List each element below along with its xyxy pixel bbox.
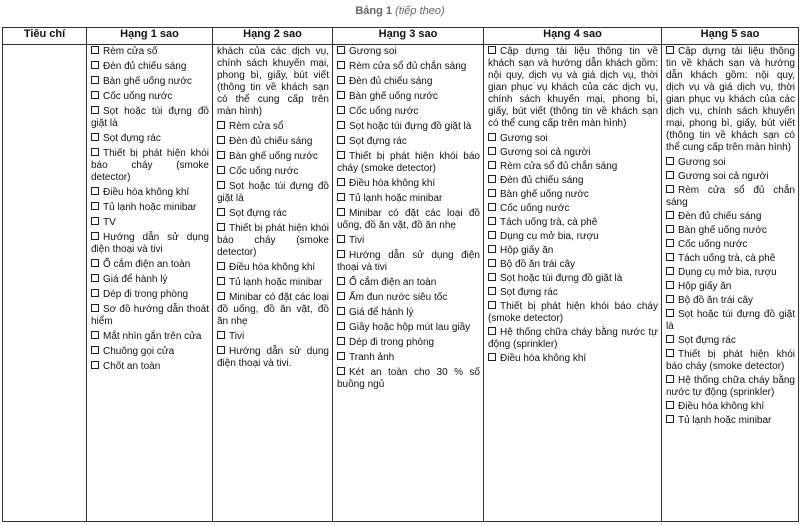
checkbox-icon: [337, 76, 345, 84]
list-item: [666, 295, 795, 307]
list-item: [337, 178, 480, 190]
list-item: [91, 304, 209, 328]
list-item-text: Dép đi trong phòng: [103, 289, 189, 300]
checkbox-icon: [666, 335, 674, 343]
list-item: [91, 148, 209, 184]
list-item-text: Bàn ghế uống nước: [500, 189, 589, 200]
list-item: [91, 289, 209, 301]
list-item: [217, 151, 329, 163]
checkbox-icon: [91, 331, 99, 339]
list-item: [91, 274, 209, 286]
list-item-text: Giầy hoặc hộp mút lau giầy: [349, 322, 471, 333]
list-item-text: Bàn ghế uống nước: [229, 151, 318, 162]
list-item: [666, 401, 795, 413]
list-item: [488, 189, 658, 201]
list-item-text: Hướng dẫn sử dụng điện thoại và tivi: [91, 232, 209, 255]
list-item-text: Cốc uống nước: [103, 91, 173, 102]
list-item-text: Hệ thống chữa cháy bằng nước tự động (sprinkler): [488, 327, 658, 350]
list-item-text: Giá để hành lý: [103, 274, 168, 285]
list-item-text: Sọt đựng rác: [500, 287, 558, 298]
list-item: [217, 277, 329, 289]
list-item: [91, 61, 209, 73]
criteria-cell: [3, 45, 87, 522]
list-item-text: Gương soi: [349, 46, 397, 57]
checkbox-icon: [488, 203, 496, 211]
list-item: [488, 161, 658, 173]
checkbox-icon: [217, 292, 225, 300]
list-item: [91, 76, 209, 88]
list-item-text: Chuông gọi cửa: [103, 346, 175, 357]
list-item-text: Tủ lạnh hoặc minibar: [103, 202, 197, 213]
list-item: [488, 133, 658, 145]
checkbox-icon: [91, 346, 99, 354]
list-item-text: Sọt hoặc túi đựng đồ giặt là: [217, 181, 329, 204]
checkbox-icon: [217, 262, 225, 270]
list-item: [488, 259, 658, 271]
checkbox-icon: [337, 277, 345, 285]
list-item: [217, 331, 329, 343]
checkbox-icon: [91, 361, 99, 369]
list-item: [217, 181, 329, 205]
list-item: [337, 322, 480, 334]
list-item-text: Bàn ghế uống nước: [678, 225, 767, 236]
list-item-text: Thiết bị phát hiện khói báo cháy (smoke detector): [488, 301, 658, 324]
checkbox-icon: [666, 46, 674, 54]
list-2-star: [217, 46, 329, 373]
checkbox-icon: [91, 76, 99, 84]
list-item: [337, 277, 480, 289]
list-item: [488, 287, 658, 299]
list-item-text: Đèn đủ chiếu sáng: [500, 175, 584, 186]
table-caption: [0, 2, 800, 20]
checkbox-icon: [488, 147, 496, 155]
list-item: [488, 327, 658, 351]
list-item: [91, 91, 209, 103]
checkbox-icon: [337, 121, 345, 129]
checkbox-icon: [488, 217, 496, 225]
list-item: [666, 375, 795, 399]
checkbox-icon: [91, 61, 99, 69]
list-item: [337, 136, 480, 148]
list-item: [666, 46, 795, 154]
checkbox-icon: [91, 232, 99, 240]
checkbox-icon: [488, 46, 496, 54]
list-item-text: Két an toàn cho 30 % số buồng ngủ: [337, 367, 480, 390]
checkbox-icon: [217, 277, 225, 285]
checkbox-icon: [337, 106, 345, 114]
list-item-text: Bộ đồ ăn trái cây: [678, 295, 754, 306]
cell-2-star: [213, 45, 333, 522]
list-4-star: [488, 46, 658, 367]
list-item: [91, 46, 209, 58]
list-item-text: Dụng cụ mở bia, rượu: [678, 267, 777, 278]
list-item: [488, 273, 658, 285]
list-item-text: Cốc uống nước: [678, 239, 748, 250]
list-item: [666, 225, 795, 237]
list-item-text: Thiết bị phát hiện khói báo cháy (smoke detector): [91, 148, 209, 183]
checkbox-icon: [488, 245, 496, 253]
list-item: [666, 211, 795, 223]
checkbox-icon: [488, 353, 496, 361]
checkbox-icon: [91, 46, 99, 54]
list-item: [217, 346, 329, 370]
checkbox-icon: [217, 121, 225, 129]
checkbox-icon: [91, 202, 99, 210]
list-item-text: Tivi: [349, 235, 365, 246]
list-item-text: Hộp giấy ăn: [500, 245, 554, 256]
checkbox-icon: [337, 91, 345, 99]
checkbox-icon: [666, 295, 674, 303]
header-5-star: Hạng 5 sao: [662, 28, 799, 45]
list-item-text: Rèm cửa sổ: [229, 121, 284, 132]
list-item-text: Thiết bị phát hiện khói báo cháy (smoke detector): [337, 151, 480, 174]
list-item: [337, 352, 480, 364]
checkbox-icon: [91, 106, 99, 114]
list-item-text: Thiết bị phát hiện khói báo cháy (smoke detector): [666, 349, 795, 372]
list-item-text: Đèn đủ chiếu sáng: [229, 136, 313, 147]
list-item-text: Sơ đồ hướng dẫn thoát hiểm: [91, 304, 209, 327]
caption-label: Bảng 1: [355, 5, 393, 17]
list-item-text: Gương soi: [500, 133, 548, 144]
checkbox-icon: [337, 151, 345, 159]
list-item-text: Cốc uống nước: [349, 106, 419, 117]
checkbox-icon: [666, 309, 674, 317]
list-item: [666, 309, 795, 333]
list-item: [91, 232, 209, 256]
list-item: [91, 259, 209, 271]
checkbox-icon: [337, 178, 345, 186]
list-item: [666, 349, 795, 373]
list-item: [217, 208, 329, 220]
list-item-text: Ổ cắm điện an toàn: [349, 277, 437, 288]
cell-3-star: [333, 45, 484, 522]
checkbox-icon: [337, 46, 345, 54]
checkbox-icon: [91, 187, 99, 195]
continuation-text: khách của các dịch vụ, chính sách khuyến mại, phong bì, giấy, bút viết (thông tin về khách sạn có thể cung cấp trên màn hình): [217, 46, 329, 117]
checkbox-icon: [337, 61, 345, 69]
list-item-text: Thiết bị phát hiện khói báo cháy (smoke detector): [217, 223, 329, 258]
checkbox-icon: [91, 274, 99, 282]
checkbox-icon: [217, 166, 225, 174]
list-item-text: Điều hòa không khí: [678, 401, 765, 412]
cell-1-star: [87, 45, 213, 522]
list-item: [217, 223, 329, 259]
checkbox-icon: [337, 322, 345, 330]
list-item-text: Sọt đựng rác: [229, 208, 287, 219]
checkbox-icon: [337, 307, 345, 315]
list-item-text: Gương soi cả người: [500, 147, 591, 158]
list-item-text: Tủ lạnh hoặc minibar: [229, 277, 323, 288]
checkbox-icon: [488, 161, 496, 169]
checkbox-icon: [488, 301, 496, 309]
list-item: [488, 46, 658, 130]
list-item-text: Sọt hoặc túi đựng đồ giặt là: [666, 309, 795, 332]
list-item: [91, 331, 209, 343]
checkbox-icon: [666, 171, 674, 179]
list-item-text: Sọt hoặc túi đựng đồ giặt là: [500, 273, 623, 284]
header-1-star: Hạng 1 sao: [87, 28, 213, 45]
cell-4-star: [484, 45, 662, 522]
checkbox-icon: [666, 157, 674, 165]
list-item: [91, 133, 209, 145]
list-item-text: Đèn đủ chiếu sáng: [678, 211, 762, 222]
checkbox-icon: [217, 136, 225, 144]
table-row: [3, 45, 799, 522]
checkbox-icon: [91, 289, 99, 297]
checkbox-icon: [488, 175, 496, 183]
list-item: [488, 245, 658, 257]
list-item-text: Hệ thống chữa cháy bằng nước tự động (sprinkler): [666, 375, 795, 398]
list-item: [91, 217, 209, 229]
checkbox-icon: [91, 304, 99, 312]
list-item-text: Cốc uống nước: [500, 203, 570, 214]
checkbox-icon: [217, 223, 225, 231]
list-item: [217, 262, 329, 274]
checkbox-icon: [488, 327, 496, 335]
list-item: [666, 267, 795, 279]
list-item-text: Gương soi cả người: [678, 171, 769, 182]
list-item: [337, 91, 480, 103]
caption-note: (tiếp theo): [395, 5, 445, 17]
list-item: [337, 337, 480, 349]
list-item-text: Sọt đựng rác: [678, 335, 736, 346]
checkbox-icon: [217, 208, 225, 216]
list-item: [666, 157, 795, 169]
list-item: [217, 292, 329, 328]
header-criteria: Tiêu chí: [3, 28, 87, 45]
list-item: [488, 231, 658, 243]
list-item-text: Hướng dẫn sử dụng điện thoại và tivi.: [217, 346, 329, 369]
checkbox-icon: [666, 401, 674, 409]
list-item-text: Tách uống trà, cà phê: [500, 217, 598, 228]
list-item: [488, 203, 658, 215]
list-item: [666, 415, 795, 427]
checkbox-icon: [488, 189, 496, 197]
list-item-text: Chốt an toàn: [103, 361, 161, 372]
checkbox-icon: [666, 281, 674, 289]
list-item-text: Mắt nhìn gắn trên cửa: [103, 331, 202, 342]
list-item: [666, 253, 795, 265]
header-row: [3, 28, 799, 45]
list-item-text: Điều hòa không khí: [500, 353, 587, 364]
list-item: [337, 61, 480, 73]
list-item-text: Minibar có đặt các loại đồ uống, đồ ăn vặt, đồ ăn nhẹ: [337, 208, 480, 231]
list-item: [91, 202, 209, 214]
list-item-text: Cập dựng tài liệu thông tin về khách sạn và hướng dẫn khách gồm: nội quy, dịch vụ và giá dịch vụ, thời gian phục vụ khách của các dịch vụ, chính sách khuyến mại, phong bì, giấy, bút viết (thông tin về khách sạn có thể cung cấp trên màn hình): [666, 46, 795, 153]
list-item: [488, 301, 658, 325]
checkbox-icon: [337, 235, 345, 243]
checkbox-icon: [91, 217, 99, 225]
list-item-text: Dép đi trong phòng: [349, 337, 435, 348]
list-item-text: Bộ đồ ăn trái cây: [500, 259, 576, 270]
checkbox-icon: [488, 273, 496, 281]
list-1-star: [91, 46, 209, 376]
list-item-text: Tủ lạnh hoặc minibar: [678, 415, 772, 426]
list-item-text: Hướng dẫn sử dụng điện thoại và tivi: [337, 250, 480, 273]
header-3-star: Hạng 3 sao: [333, 28, 484, 45]
checkbox-icon: [337, 250, 345, 258]
list-item-text: Ấm đun nước siêu tốc: [349, 292, 448, 303]
checkbox-icon: [91, 91, 99, 99]
list-item-text: TV: [103, 217, 116, 228]
list-3-star: [337, 46, 480, 394]
list-item: [488, 217, 658, 229]
list-item: [488, 147, 658, 159]
list-item-text: Tranh ảnh: [349, 352, 395, 363]
checkbox-icon: [217, 346, 225, 354]
checkbox-icon: [217, 151, 225, 159]
checkbox-icon: [337, 352, 345, 360]
standards-table: [2, 27, 799, 522]
checkbox-icon: [337, 292, 345, 300]
list-item-text: Ổ cắm điện an toàn: [103, 259, 191, 270]
list-item: [337, 292, 480, 304]
checkbox-icon: [217, 331, 225, 339]
list-item: [666, 239, 795, 251]
header-4-star: Hạng 4 sao: [484, 28, 662, 45]
checkbox-icon: [337, 367, 345, 375]
list-item: [666, 335, 795, 347]
list-item-text: Tivi: [229, 331, 245, 342]
list-item: [337, 106, 480, 118]
checkbox-icon: [666, 185, 674, 193]
list-item: [337, 307, 480, 319]
checkbox-icon: [666, 239, 674, 247]
list-item: [91, 361, 209, 373]
list-item: [488, 175, 658, 187]
list-item-text: Sọt đựng rác: [349, 136, 407, 147]
checkbox-icon: [91, 259, 99, 267]
checkbox-icon: [91, 133, 99, 141]
list-item-text: Sọt hoặc túi đựng đồ giặt là: [349, 121, 472, 132]
list-item-text: Bàn ghế uống nước: [349, 91, 438, 102]
list-item-text: Điều hòa không khí: [103, 187, 190, 198]
checkbox-icon: [91, 148, 99, 156]
list-item: [666, 185, 795, 209]
list-item-text: Rèm cửa sổ đủ chắn sáng: [666, 185, 795, 208]
list-item: [217, 166, 329, 178]
list-item-text: Minibar có đặt các loại đồ uống, đồ ăn vặt, đồ ăn nhẹ: [217, 292, 329, 327]
list-item-text: Tách uống trà, cà phê: [678, 253, 776, 264]
checkbox-icon: [666, 415, 674, 423]
list-item-text: Sọt đựng rác: [103, 133, 161, 144]
list-item: [91, 346, 209, 358]
checkbox-icon: [488, 287, 496, 295]
list-item: [337, 46, 480, 58]
list-item-text: Điều hòa không khí: [349, 178, 436, 189]
list-item: [337, 208, 480, 232]
checkbox-icon: [666, 225, 674, 233]
checkbox-icon: [337, 337, 345, 345]
checkbox-icon: [488, 133, 496, 141]
list-item: [337, 121, 480, 133]
list-item: [337, 151, 480, 175]
list-item-text: Đèn đủ chiếu sáng: [103, 61, 187, 72]
list-item-text: Cốc uống nước: [229, 166, 299, 177]
list-item: [217, 136, 329, 148]
checkbox-icon: [666, 253, 674, 261]
checkbox-icon: [666, 267, 674, 275]
list-item-text: Bàn ghế uống nước: [103, 76, 192, 87]
checkbox-icon: [488, 259, 496, 267]
list-item: [337, 76, 480, 88]
checkbox-icon: [488, 231, 496, 239]
checkbox-icon: [337, 193, 345, 201]
list-item-text: Dụng cụ mở bia, rượu: [500, 231, 599, 242]
list-item: [488, 353, 658, 365]
checkbox-icon: [666, 211, 674, 219]
list-item: [337, 235, 480, 247]
list-item: [91, 106, 209, 130]
checkbox-icon: [217, 181, 225, 189]
list-item-text: Cập dựng tài liệu thông tin về khách sạn và hướng dẫn khách gồm: nội quy, dịch vụ và giá dịch vụ, thời gian phục vụ khách của các dịch vụ, chính sách khuyến mại, phong bì, giấy, bút viết (thông tin về khách sạn có thể cung cấp trên màn hình): [488, 46, 658, 129]
list-item-text: Tủ lạnh hoặc minibar: [349, 193, 443, 204]
list-item: [337, 250, 480, 274]
list-item: [666, 281, 795, 293]
checkbox-icon: [666, 375, 674, 383]
list-item-text: Hộp giấy ăn: [678, 281, 732, 292]
list-item: [666, 171, 795, 183]
list-item-text: Sọt hoặc túi đựng đồ giặt là: [91, 106, 209, 129]
list-5-star: [666, 46, 795, 429]
list-item-text: Rèm cửa sổ đủ chắn sáng: [349, 61, 467, 72]
list-item: [337, 367, 480, 391]
list-item-text: Gương soi: [678, 157, 726, 168]
checkbox-icon: [666, 349, 674, 357]
checkbox-icon: [337, 208, 345, 216]
list-item-text: Rèm cửa sổ: [103, 46, 158, 57]
list-item: [217, 121, 329, 133]
list-item: [337, 193, 480, 205]
list-item-text: Đèn đủ chiếu sáng: [349, 76, 433, 87]
list-item-text: Điều hòa không khí: [229, 262, 316, 273]
list-item-text: Rèm cửa sổ đủ chắn sáng: [500, 161, 618, 172]
list-item: [91, 187, 209, 199]
list-item-text: Giá để hành lý: [349, 307, 414, 318]
header-2-star: Hạng 2 sao: [213, 28, 333, 45]
checkbox-icon: [337, 136, 345, 144]
cell-5-star: [662, 45, 799, 522]
